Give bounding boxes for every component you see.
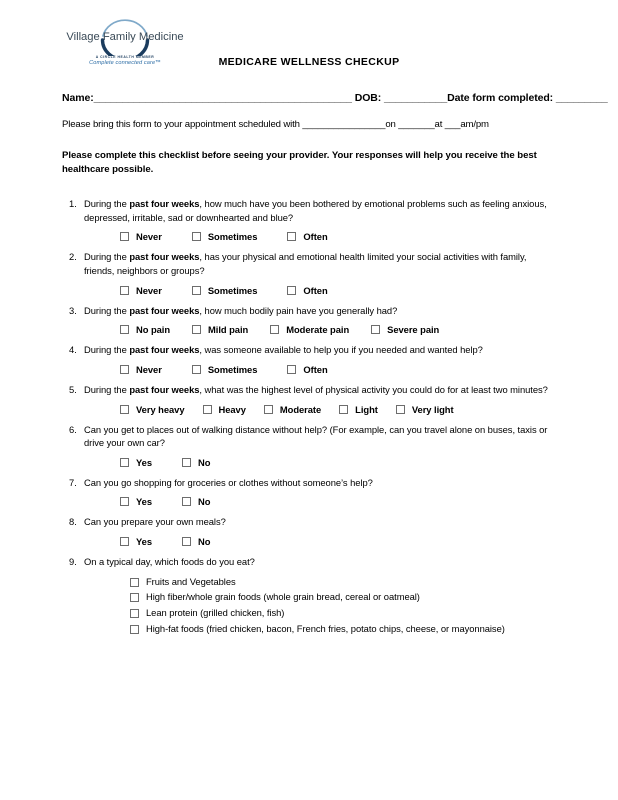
question-body <box>84 197 556 242</box>
appointment-line <box>62 119 556 130</box>
question-1 <box>62 189 556 242</box>
question-text <box>84 197 556 224</box>
checkbox-label: No <box>198 536 211 548</box>
checkbox-option[interactable] <box>287 285 327 296</box>
question-body <box>84 343 556 375</box>
checkbox-icon[interactable] <box>130 578 139 587</box>
checkbox-icon[interactable] <box>371 325 380 334</box>
appointment-time-input-rule[interactable]: ___ <box>444 119 461 130</box>
checkbox-option[interactable] <box>130 606 556 620</box>
checkbox-icon[interactable] <box>120 458 129 467</box>
question-text-part: , has your physical and emotional health limited your social activities with family, friends, neighbors or groups? <box>84 251 527 277</box>
question-options <box>84 231 556 242</box>
provider-input-rule[interactable]: ________________ <box>302 119 386 130</box>
question-4 <box>62 335 556 375</box>
question-number: 3. <box>69 304 77 316</box>
name-label: Name: <box>62 92 94 104</box>
checkbox-option[interactable] <box>287 231 327 242</box>
checkbox-option[interactable] <box>130 590 556 604</box>
question-options <box>84 496 556 507</box>
question-body <box>84 383 556 415</box>
checkbox-label: Severe pain <box>387 324 440 336</box>
question-text <box>84 343 556 357</box>
checkbox-option[interactable] <box>203 404 246 415</box>
checkbox-icon[interactable] <box>130 625 139 634</box>
checkbox-label: Yes <box>136 496 153 508</box>
question-options <box>84 457 556 468</box>
question-text-emphasis: past four weeks <box>129 304 200 316</box>
ampm-label: am/pm <box>460 119 489 130</box>
checkbox-label: No <box>198 456 211 468</box>
question-6 <box>62 415 556 468</box>
question-text-part: , how much bodily pain have you generally had? <box>199 304 398 316</box>
question-number: 1. <box>69 198 77 210</box>
checkbox-icon[interactable] <box>287 286 296 295</box>
checkbox-icon[interactable] <box>182 458 191 467</box>
question-options <box>84 536 556 547</box>
checkbox-label: Never <box>136 284 162 296</box>
question-text-emphasis: past four weeks <box>129 251 200 263</box>
checkbox-option[interactable] <box>120 496 152 507</box>
question-text <box>84 250 556 277</box>
question-body <box>84 250 556 295</box>
checkbox-icon[interactable] <box>396 405 405 414</box>
dob-label: DOB: <box>354 92 382 104</box>
checkbox-icon[interactable] <box>120 537 129 546</box>
checkbox-icon[interactable] <box>192 325 201 334</box>
checkbox-label: No pain <box>136 324 171 336</box>
checkbox-icon[interactable] <box>130 593 139 602</box>
question-text-part: During the <box>84 344 130 356</box>
checkbox-option[interactable] <box>192 324 248 335</box>
question-text-part: During the <box>84 383 130 395</box>
checkbox-icon[interactable] <box>120 325 129 334</box>
appointment-date-input-rule[interactable]: _______ <box>398 119 435 130</box>
question-3 <box>62 296 556 336</box>
logo-circle-icon <box>60 10 190 56</box>
question-body <box>84 515 556 547</box>
checkbox-icon[interactable] <box>130 609 139 618</box>
question-options <box>84 324 556 335</box>
checkbox-label: Heavy <box>218 403 246 415</box>
question-number: 6. <box>69 423 77 435</box>
checkbox-label: Moderate pain <box>286 324 350 336</box>
question-text <box>84 515 556 529</box>
checkbox-icon[interactable] <box>287 232 296 241</box>
question-body <box>84 423 556 468</box>
checkbox-label: Light <box>355 403 378 415</box>
checkbox-icon[interactable] <box>192 232 201 241</box>
checkbox-option[interactable] <box>182 457 210 468</box>
question-text-emphasis: past four weeks <box>129 383 200 395</box>
page-title: MEDICARE WELLNESS CHECKUP <box>218 56 400 68</box>
checkbox-option[interactable] <box>182 496 210 507</box>
question-number: 9. <box>69 556 77 568</box>
question-number: 7. <box>69 476 77 488</box>
question-options <box>84 364 556 375</box>
question-text-part: During the <box>84 198 130 210</box>
question-body <box>84 304 556 336</box>
checkbox-option[interactable] <box>120 457 152 468</box>
identity-line <box>62 92 608 104</box>
question-text <box>84 555 556 569</box>
question-number: 4. <box>69 344 77 356</box>
question-number: 5. <box>69 383 77 395</box>
appointment-text: Please bring this form to your appointment scheduled with <box>62 119 300 130</box>
checkbox-label: Very heavy <box>136 403 185 415</box>
checkbox-option[interactable] <box>371 324 439 335</box>
question-9 <box>62 547 556 637</box>
checkbox-option[interactable] <box>339 404 378 415</box>
checkbox-option[interactable] <box>120 324 170 335</box>
question-text-emphasis: past four weeks <box>129 198 200 210</box>
name-input-rule[interactable]: _____________________________________________ <box>93 92 352 104</box>
checkbox-icon[interactable] <box>120 405 129 414</box>
checkbox-label: Sometimes <box>207 231 258 243</box>
question-body <box>84 476 556 508</box>
dob-input-rule[interactable]: ___________ <box>384 92 448 104</box>
question-text <box>84 423 556 450</box>
checkbox-icon[interactable] <box>192 286 201 295</box>
question-text-part: During the <box>84 251 130 263</box>
question-text-emphasis: past four weeks <box>129 344 200 356</box>
question-options <box>84 575 556 636</box>
checkbox-option[interactable] <box>182 536 210 547</box>
question-text-part: Can you prepare your own meals? <box>84 516 226 528</box>
checkbox-icon[interactable] <box>120 286 129 295</box>
checkbox-label: Yes <box>136 536 153 548</box>
question-options <box>84 404 556 415</box>
checkbox-label: Sometimes <box>207 284 258 296</box>
checkbox-label: High-fat foods (fried chicken, bacon, French fries, potato chips, cheese, or mayonnaise) <box>146 622 505 634</box>
checkbox-icon[interactable] <box>182 537 191 546</box>
logo-tagline: Complete connected care™ <box>89 60 161 66</box>
logo-member-line: A CIRCLE HEALTH MEMBER <box>95 55 155 59</box>
question-text-part: Can you get to places out of walking distance without help? (For example, can you travel alone on buses, taxis or drive your own car? <box>84 423 548 449</box>
checkbox-icon[interactable] <box>203 405 212 414</box>
question-text-part: During the <box>84 304 130 316</box>
checkbox-label: High fiber/whole grain foods (whole grain bread, cereal or oatmeal) <box>146 591 420 603</box>
document-header <box>62 0 556 78</box>
checkbox-option[interactable] <box>130 575 556 589</box>
checkbox-option[interactable] <box>120 404 185 415</box>
question-number: 8. <box>69 516 77 528</box>
date-completed-label: Date form completed: <box>447 92 554 104</box>
checkbox-label: Never <box>136 363 162 375</box>
checkbox-icon[interactable] <box>120 365 129 374</box>
checkbox-label: Mild pain <box>208 324 249 336</box>
checkbox-icon[interactable] <box>264 405 273 414</box>
checkbox-option[interactable] <box>264 404 321 415</box>
question-text <box>84 476 556 490</box>
instructions-text: Please complete this checklist before seeing your provider. Your responses will help you receive the best healthcare possible. <box>62 150 537 175</box>
checkbox-option[interactable] <box>270 324 349 335</box>
question-8 <box>62 507 556 547</box>
checkbox-label: Never <box>136 231 162 243</box>
checkbox-label: Yes <box>136 456 153 468</box>
checkbox-option[interactable] <box>120 231 162 242</box>
checkbox-option[interactable] <box>287 364 327 375</box>
date-completed-input-rule[interactable]: _________ <box>555 92 608 104</box>
checkbox-icon[interactable] <box>192 365 201 374</box>
question-text <box>84 304 556 318</box>
checkbox-option[interactable] <box>130 622 556 636</box>
question-text-part: , what was the highest level of physical activity you could do for at least two minutes? <box>199 383 548 395</box>
question-text-part: , was someone available to help you if you needed and wanted help? <box>199 344 483 356</box>
checkbox-label: Often <box>303 231 328 243</box>
question-2 <box>62 242 556 295</box>
checkbox-icon[interactable] <box>339 405 348 414</box>
on-label: on <box>385 119 396 130</box>
question-text-part: On a typical day, which foods do you eat? <box>84 556 255 568</box>
checkbox-option[interactable] <box>120 285 162 296</box>
checkbox-label: Often <box>303 284 328 296</box>
at-label: at <box>434 119 443 130</box>
checkbox-icon[interactable] <box>287 365 296 374</box>
question-body <box>84 555 556 637</box>
question-text-part: , how much have you been bothered by emotional problems such as feeling anxious, depressed, irritable, sad or downhearted and blue? <box>84 198 547 223</box>
question-options <box>84 285 556 296</box>
checkbox-label: Moderate <box>279 403 322 415</box>
checkbox-icon[interactable] <box>120 232 129 241</box>
questions-list <box>62 189 556 637</box>
checkbox-option[interactable] <box>192 285 258 296</box>
checkbox-label: Sometimes <box>207 363 258 375</box>
question-number: 2. <box>69 251 77 263</box>
question-5 <box>62 375 556 415</box>
checkbox-label: Very light <box>411 403 454 415</box>
checkbox-option[interactable] <box>192 364 258 375</box>
checkbox-option[interactable] <box>396 404 454 415</box>
checkbox-option[interactable] <box>120 364 162 375</box>
checkbox-option[interactable] <box>192 231 258 242</box>
checkbox-label: No <box>198 496 211 508</box>
checkbox-icon[interactable] <box>270 325 279 334</box>
question-7 <box>62 468 556 508</box>
checkbox-label: Often <box>303 363 328 375</box>
checkbox-option[interactable] <box>120 536 152 547</box>
checkbox-label: Lean protein (grilled chicken, fish) <box>146 606 285 618</box>
question-text <box>84 383 556 397</box>
logo-name-text: Village Family Medicine <box>66 31 184 43</box>
checkbox-icon[interactable] <box>120 497 129 506</box>
checkbox-icon[interactable] <box>182 497 191 506</box>
question-text-part: Can you go shopping for groceries or clothes without someone’s help? <box>84 476 373 488</box>
checkbox-label: Fruits and Vegetables <box>146 575 236 587</box>
